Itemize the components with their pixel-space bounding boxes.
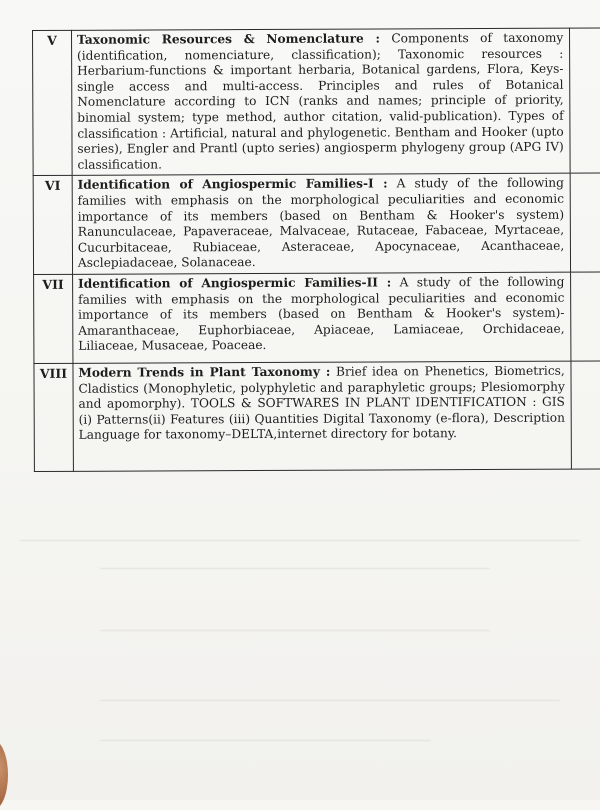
- unit-title: Modern Trends in Plant Taxonomy :: [78, 364, 331, 380]
- unit-content: [72, 173, 571, 274]
- unit-number: VI: [33, 176, 72, 275]
- unit-content: [73, 361, 572, 471]
- unit-title: Identification of Angiospermic Families-II :: [77, 275, 392, 291]
- faint-rule: [100, 740, 430, 741]
- extra-column: [570, 28, 600, 173]
- syllabus-table: [32, 28, 600, 472]
- unit-number: V: [33, 30, 73, 176]
- unit-content: [71, 28, 570, 176]
- show-through-text: [0, 470, 600, 800]
- faint-rule: [100, 700, 560, 701]
- extra-column: [571, 272, 600, 361]
- unit-body: A study of the following families with emphasis on the morphological peculiarities and economic importance of its members (based on Bentham & Hooker's system)-Amaranthaceae, Euphorbiaceae, Apiaceae, Lamiaceae, Orchidaceae, Liliaceae, Musaceae, Poaceae.: [78, 274, 565, 354]
- unit-number: VII: [34, 274, 73, 363]
- unit-title: Taxonomic Resources & Nomenclature :: [76, 31, 381, 47]
- unit-row: [33, 173, 600, 274]
- faint-rule: [20, 540, 580, 541]
- unit-body: Brief idea on Phenetics, Biometrics, Cladistics (Monophyletic, polyphyletic and paraphyletic groups; Plesiomorphy and apomorphy). TOOLS & SOFTWARES IN PLANT IDENTIFICATION : GIS (i) Patterns(ii) Features (iii) Quantities Digital Taxonomy (e-flora), Description Language for taxonomy–DELTA,internet directory for botany.: [78, 363, 565, 443]
- extra-column: [570, 173, 600, 272]
- unit-content: [72, 272, 571, 363]
- unit-body: Components of taxonomy (identification, nomenciature, classification); Taxonomic resources : Herbarium-functions & important herbaria, Botanical gardens, Flora, Keys-single access and multi-access. Principles and rules of Botanical Nomenclature according to ICN (ranks and names; principle of priority, binomial system; type method, author citation, valid-publication). Types of classification : Artificial, natural and phylogenetic. Bentham and Hooker (upto series), Engler and Prantl (upto series) angiosperm phylogeny group (APG IV) classification.: [76, 30, 564, 172]
- faint-rule: [100, 568, 490, 569]
- unit-number: VIII: [34, 363, 73, 471]
- unit-row: [34, 272, 600, 363]
- unit-body: A study of the following families with emphasis on the morphological peculiarities and economic importance of its members (based on Bentham & Hooker's system) Ranunculaceae, Papaveraceae, Malvaceae, Rutaceae, Fabaceae, Myrtaceae, Cucurbitaceae, Rubiaceae, Asteraceae, Apocynaceae, Acanthaceae, Asclepiadaceae, Solanaceae.: [77, 176, 565, 271]
- unit-title: Identification of Angiospermic Families-I :: [77, 176, 388, 193]
- extra-column: [571, 361, 600, 469]
- unit-row: [34, 361, 600, 471]
- faint-rule: [100, 630, 490, 631]
- unit-row: [33, 28, 600, 176]
